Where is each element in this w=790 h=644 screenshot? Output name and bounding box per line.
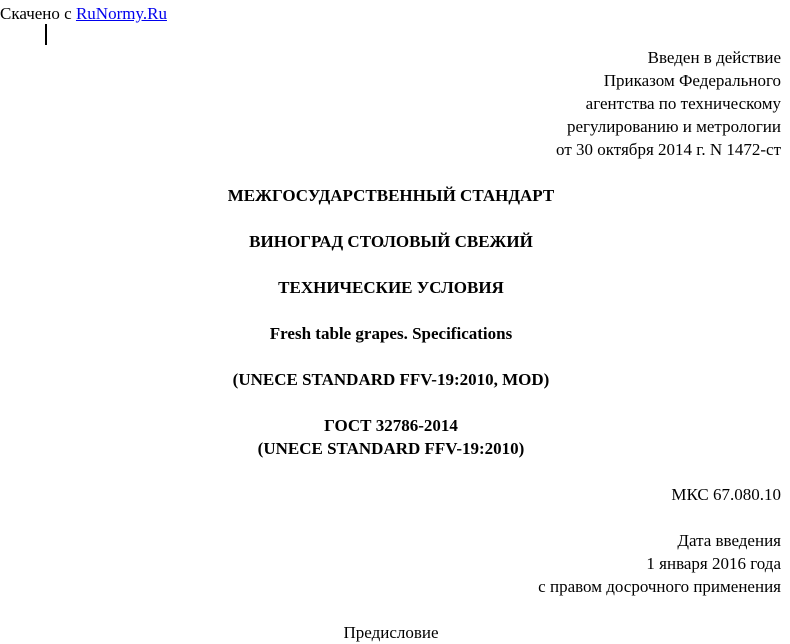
gost-number: ГОСТ 32786-2014 <box>324 416 458 435</box>
enactment-line: агентства по техническому <box>585 94 781 113</box>
effective-date-note: с правом досрочного применения <box>538 577 781 596</box>
preface-heading: Предисловие <box>343 623 439 642</box>
standard-title-ru: ВИНОГРАД СТОЛОВЫЙ СВЕЖИЙ <box>249 232 533 251</box>
effective-date-value: 1 января 2016 года <box>646 554 781 573</box>
effective-date-label: Дата введения <box>677 531 781 550</box>
standard-reference: (UNECE STANDARD FFV-19:2010) <box>257 439 525 458</box>
mks-code: МКС 67.080.10 <box>671 485 781 504</box>
runormy-link[interactable]: RuNormy.Ru <box>75 4 167 23</box>
document-heading: МЕЖГОСУДАРСТВЕННЫЙ СТАНДАРТ <box>227 186 555 205</box>
standard-title-en: Fresh table grapes. Specifications <box>269 324 513 343</box>
enactment-line: от 30 октября 2014 г. N 1472-ст <box>556 140 781 159</box>
standard-reference-mod: (UNECE STANDARD FFV-19:2010, MOD) <box>232 370 550 389</box>
enactment-block <box>556 46 781 161</box>
source-line <box>0 2 167 25</box>
text-cursor <box>45 24 47 45</box>
enactment-line: Введен в действие <box>647 48 781 67</box>
source-prefix: Скачено с <box>0 4 72 23</box>
enactment-line: Приказом Федерального <box>603 71 781 90</box>
effective-date-block <box>538 529 781 598</box>
enactment-line: регулированию и метрологии <box>566 117 781 136</box>
standard-subtitle-ru: ТЕХНИЧЕСКИЕ УСЛОВИЯ <box>278 278 504 297</box>
